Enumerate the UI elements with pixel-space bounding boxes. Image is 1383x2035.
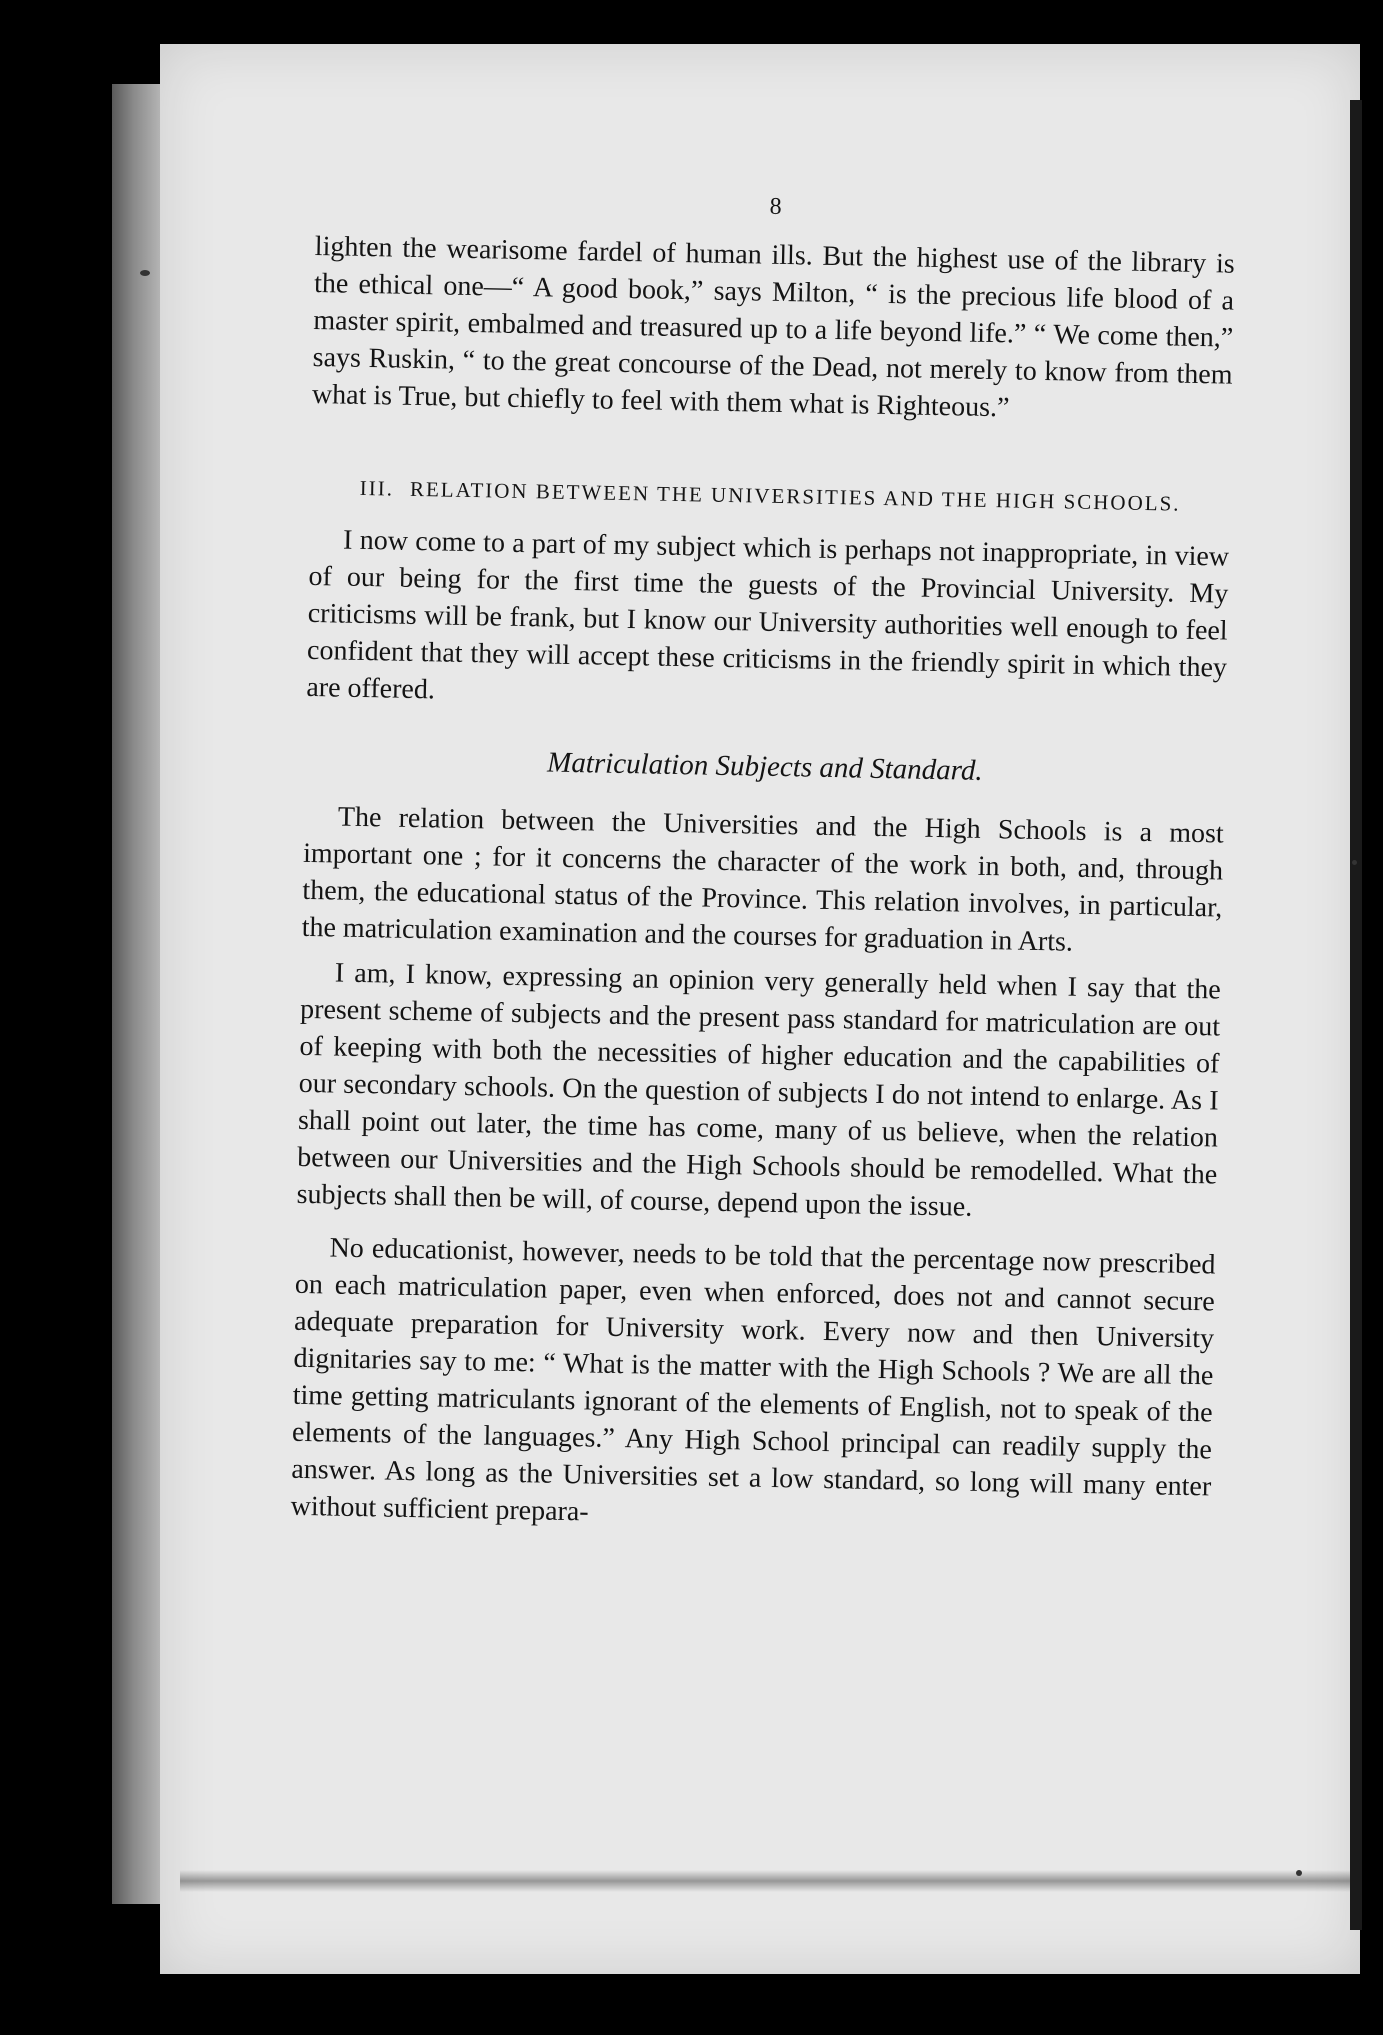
paragraph-intro: I now come to a part of my subject which is perhaps not inappropriate, in view of our being for the first time the guests of the Provincial University. My criticisms will be frank, but I know our University authorities well enough to feel confident that they will accept these criticisms in the friendly spirit in which they are offered. [306, 524, 1230, 706]
speck-mark [1296, 1870, 1302, 1876]
speck-mark [1352, 860, 1357, 865]
page-right-edge [1350, 100, 1362, 1930]
paragraph-percentage: No educationist, however, needs to be told that the percentage now prescribed on each matriculation paper, even when enforced, does not and cannot secure adequate preparation for University work. Every now and then University dignitaries say to me: “ What is the matter with the High Schools ? We are all the time getting matriculants ignorant of the elements of English, not to speak of the elements of the languages.” Any High School principal can readily supply the answer. As long as the Universities set a low standard, so long will many enter without sufficient prepara- [290, 1232, 1216, 1528]
paragraph-opinion: I am, I know, expressing an opinion very generally held when I say that the present scheme of subjects and the present pass standard for matriculation are out of keeping with both the necessities of higher education and the capabilities of our secondary schools. On the question of subjects I do not intend to enlarge. As I shall point out later, the time has come, many of us believe, when the relation between our Universities and the High Schools should be remodelled. What the subjects shall then be will, of course, depend upon the issue. [296, 957, 1222, 1223]
section-numeral: III. [359, 475, 395, 501]
section-title: RELATION BETWEEN THE UNIVERSITIES AND THE HIGH SCHOOLS. [409, 476, 1181, 516]
page-number: 8 [769, 193, 782, 220]
section-heading [310, 469, 1231, 523]
page-text [290, 186, 1236, 1542]
subheading: Matriculation Subjects and Standard. [546, 746, 983, 787]
paragraph-relation: The relation between the Universities and the High Schools is a most important one ; for it concerns the character of the work in both, and, through them, the educational status of the Province. This relation involves, in particular, the matriculation examination and the courses for graduation in Arts. [301, 801, 1225, 958]
speck-mark [140, 270, 150, 276]
page-binding-edge [112, 84, 166, 1904]
paragraph-opening: lighten the wearisome fardel of human ills. But the highest use of the library is the ethical one—“ A good book,” says Milton, “ is the precious life blood of a master spirit, embalmed and treasured up to a life beyond life.” “ We come then,” says Ruskin, “ to the great concourse of the Dead, not merely to know from them what is True, but chiefly to feel with them what is Righteous.” [311, 230, 1235, 424]
page-bottom-shadow [180, 1870, 1350, 1892]
